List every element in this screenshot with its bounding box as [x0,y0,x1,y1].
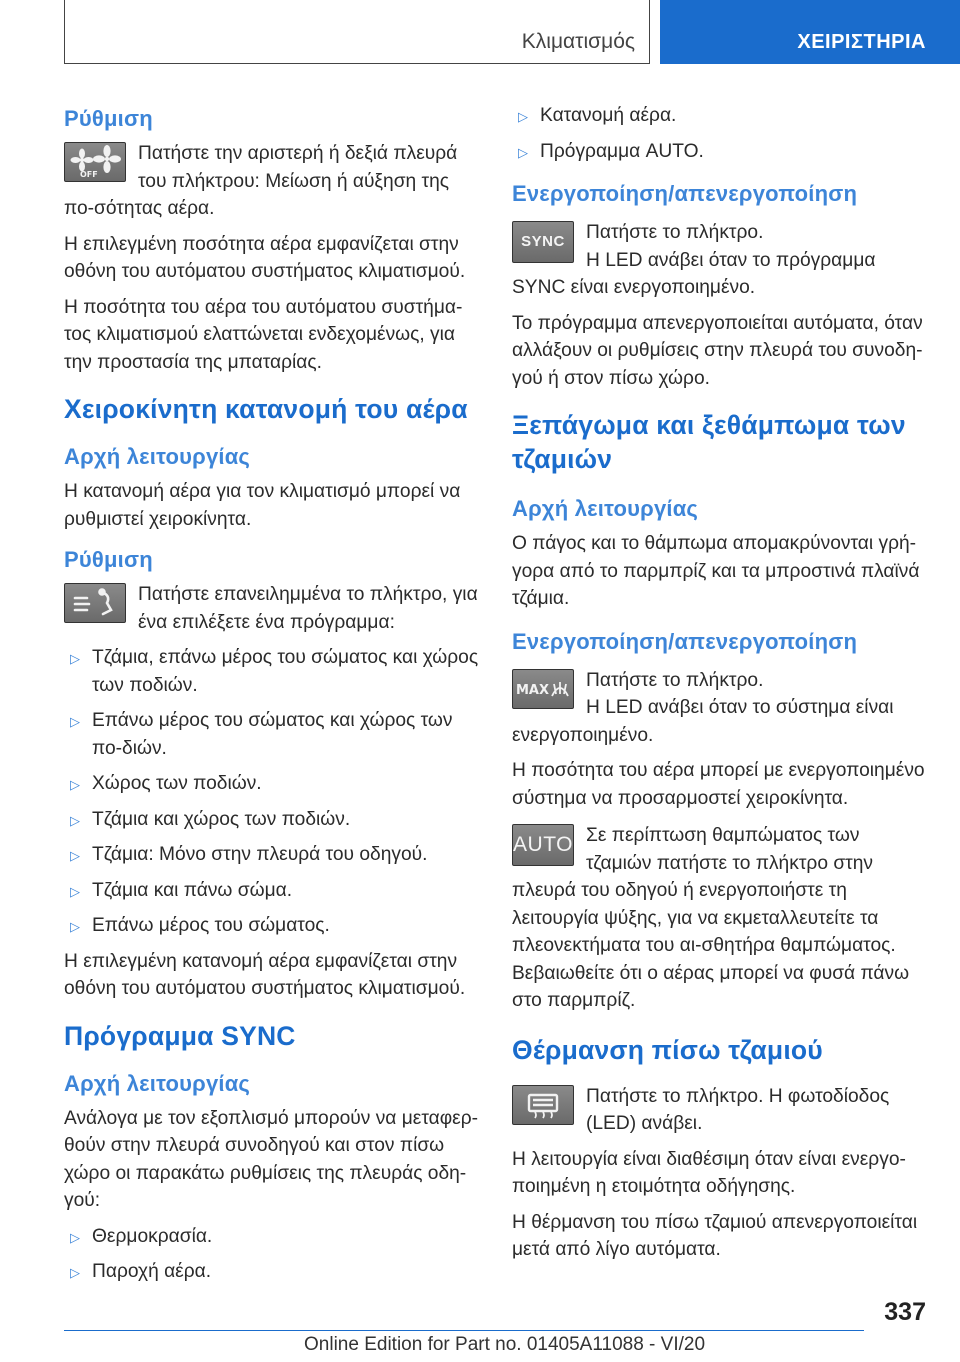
sync-button-icon [512,221,574,263]
list-item: ▷ Θερμοκρασία. [64,1223,479,1251]
sync-button-block [512,219,930,302]
heading-onoff-2: Ενεργοποίηση/απενεργοποίηση [512,628,858,654]
max-defrost-icon [512,669,574,709]
triangle-right-icon: ▷ [518,144,528,160]
list-item: ▷ Τζάμια και πάνω σώμα. [64,877,479,905]
fan-off-icon [64,142,126,182]
sync-list-continued [512,102,930,165]
onoff-2-text-1: Πατήστε το πλήκτρο. [586,669,764,691]
list-item: ▷ Παροχή αέρα. [64,1258,479,1286]
paragraph-battery: Η ποσότητα του αέρα του αυτόματου συστήμα-τος κλιματισμού ελαττώνεται ενδεχομένως, για την προστασία της μπαταρίας. [64,296,463,373]
onoff-1-text-1: Πατήστε το πλήκτρο. [586,222,764,243]
max-button-block [512,667,930,750]
paragraph-rear-auto-off: Η θέρμανση του πίσω τζαμιού απενεργοποιείται μετά από λίγο αυτόματα. [512,1211,918,1260]
paragraph-manual-amount: Η ποσότητα του αέρα μπορεί με ενεργοποιημένο σύστημα να προσαρμοστεί χειροκίνητα. [512,760,925,809]
list-item: ▷ Χώρος των ποδιών. [64,770,479,798]
svg-text:MAX: MAX [516,682,550,698]
list-item: ▷ Επάνω μέρος του σώματος. [64,912,479,940]
heading-sync-program: Πρόγραμμα SYNC [64,1020,296,1051]
heading-rythmisi-2: Ρύθμιση [64,547,153,572]
triangle-right-icon: ▷ [70,1265,80,1280]
list-item: ▷ Επάνω μέρος του σώματος και χώρος των πο-διών. [70,710,453,759]
heading-rythmisi-1: Ρύθμιση [64,106,153,131]
triangle-right-icon: ▷ [70,1229,80,1245]
triangle-right-icon: ▷ [70,812,80,828]
list-item: ▷ Τζάμια και χώρος των ποδιών. [64,806,479,834]
svg-text:OFF: OFF [80,170,98,179]
onoff-2-text-2: Η LED ανάβει όταν το σύστημα είναι ενεργοποιημένο. [512,697,894,746]
triangle-right-icon: ▷ [70,919,80,934]
paragraph-sync-auto-off: Το πρόγραμμα απενεργοποιείται αυτόματα, όταν αλλάξουν οι ρυθμίσεις στην πλευρά του συνοδη-γού ή στον πίσω χώρο. [512,312,923,389]
list-item: ▷ Τζάμια, επάνω μέρος του σώματος και χώρος των ποδιών. [70,647,479,696]
triangle-right-icon: ▷ [70,651,80,666]
auto-button-label: AUTO [513,833,573,857]
auto-button-block [512,822,930,1015]
rythmisi-1-text: Πατήστε την αριστερή ή δεξιά πλευρά του πλήκτρου: Μείωση ή αύξηση της πο-σότητας αέρα. [64,143,458,219]
heading-onoff-1: Ενεργοποίηση/απενεργοποίηση [512,181,858,206]
list-item: ▷ Τζάμια: Μόνο στην πλευρά του οδηγού. [64,841,479,869]
list-item: ▷ Πρόγραμμα AUTO. [512,138,930,166]
rear-window-button-block [512,1083,930,1138]
triangle-right-icon: ▷ [70,883,80,899]
section-tab [660,0,960,64]
heading-defrost: Ξεπάγωμα και ξεθάμπωμα των τζαμιών [512,410,906,474]
left-column [64,100,479,1294]
rythmisi-2-text: Πατήστε επανειλημμένα το πλήκτρο, για ένα επιλέξετε ένα πρόγραμμα: [138,584,478,633]
principle-1-text: Η κατανομή αέρα για τον κλιματισμό μπορεί να ρυθμιστεί χειροκίνητα. [64,481,461,530]
principle-2-text: Ανάλογα με τον εξοπλισμό μπορούν να μεταφερ-θούν στην πλευρά συνοδηγού και στον πίσω χώρο οι παρακάτω ρυθμίσεις της πλευράς οδη-γού: [64,1107,479,1211]
sync-list [64,1223,479,1286]
page-number: 337 [884,1298,926,1326]
triangle-right-icon: ▷ [518,109,528,124]
principle-3-text: Ο πάγος και το θάμπωμα απομακρύνονται γρή-γορα από το παρμπρίζ και τα μπροστινά πλαϊνά τζάμια. [512,533,920,609]
fan-button-block [64,140,479,223]
auto-button-icon [512,824,574,866]
footer-edition: Online Edition for Part no. 01405A11088 - VI/20 [304,1334,706,1355]
triangle-right-icon: ▷ [70,848,80,863]
triangle-right-icon: ▷ [70,777,80,792]
chapter-header [64,0,650,64]
list-item: ▷ Κατανομή αέρα. [512,102,930,130]
air-distribution-button-block [64,581,479,636]
heading-principle-3: Αρχή λειτουργίας [512,496,699,521]
right-column [512,100,930,1272]
rear-text: Πατήστε το πλήκτρο. Η φωτοδίοδος (LED) ανάβει. [586,1085,890,1134]
paragraph-display: Η επιλεγμένη ποσότητα αέρα εμφανίζεται στην οθόνη του αυτόματου συστήματος κλιματισμού. [64,233,466,282]
air-distribution-icon [64,583,126,623]
onoff-1-text-2: Η LED ανάβει όταν το πρόγραμμα SYNC είναι ενεργοποιημένο. [512,249,876,298]
rear-window-heating-icon [512,1085,574,1125]
program-list [64,644,479,940]
paragraph-rear-availability: Η λειτουργία είναι διαθέσιμη όταν είναι ενεργο-ποιημένη η ετοιμότητα οδήγησης. [512,1148,906,1197]
heading-principle-1: Αρχή λειτουργίας [64,444,251,469]
section-tab-label: ΧΕΙΡΙΣΤΗΡΙΑ [797,31,926,53]
triangle-right-icon: ▷ [70,714,80,729]
sync-button-label: SYNC [521,233,565,251]
heading-manual-distribution: Χειροκίνητη κατανομή του αέρα [64,394,468,424]
chapter-title: Κλιματισμός [521,30,635,53]
heading-rear-window: Θέρμανση πίσω τζαμιού [512,1034,823,1065]
footer-divider [64,1330,864,1331]
auto-text: Σε περίπτωση θαμπώματος των τζαμιών πατήστε το πλήκτρο στην πλευρά του οδηγού ή ενεργοποιήστε τη λειτουργία ψύξης, για να εκμεταλλευτείτε τα πλεονεκτήματα του αι-σθητήρα θαμπώματος. Βεβαιωθείτε ότι ο αέρας μπορεί να φυσά πάνω στο παρμπρίζ. [512,825,910,1011]
paragraph-distribution-display: Η επιλεγμένη κατανομή αέρα εμφανίζεται στην οθόνη του αυτόματου συστήματος κλιματισμού. [64,950,466,999]
heading-principle-2: Αρχή λειτουργίας [64,1070,251,1096]
